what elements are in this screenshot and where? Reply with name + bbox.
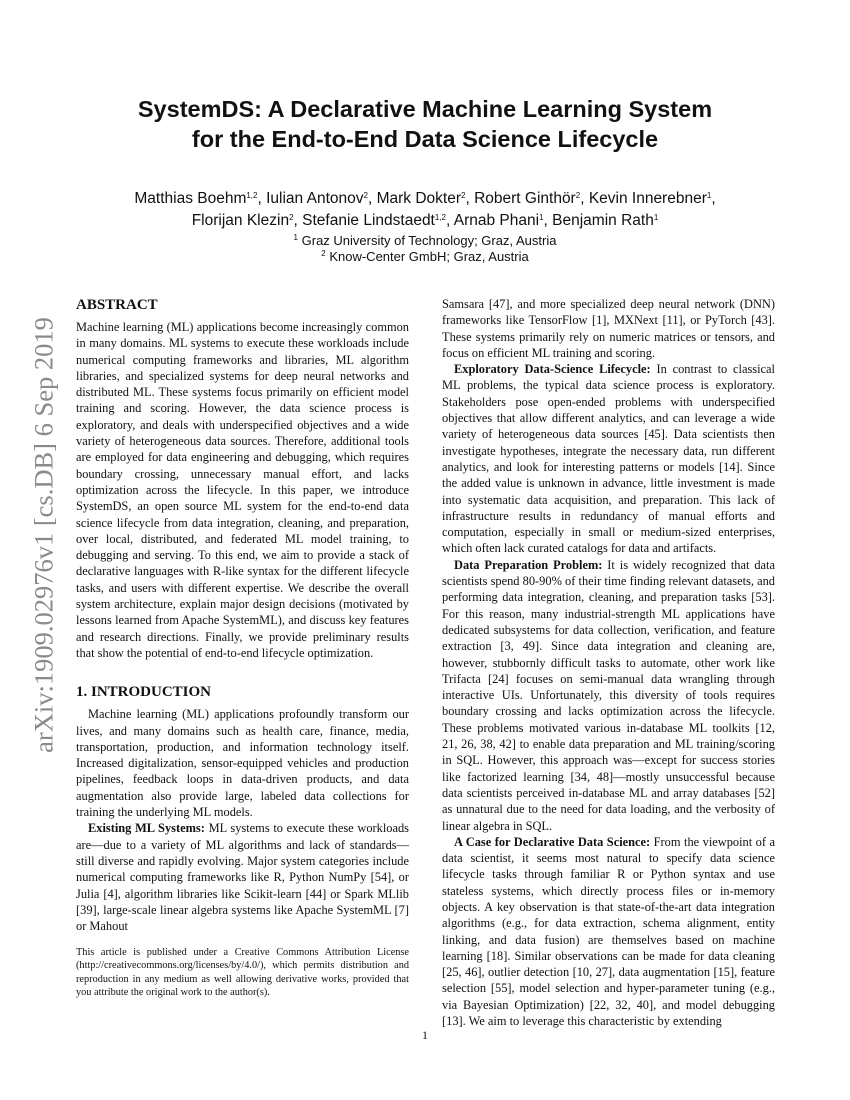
paragraph-lead: Data Preparation Problem: (454, 557, 603, 572)
arxiv-identifier-stamp: arXiv:1909.02976v1 [cs.DB] 6 Sep 2019 (28, 317, 59, 753)
affiliation-mark: 1 (293, 233, 298, 242)
author-affiliation-mark: 2 (363, 191, 368, 200)
author-name: Florijan Klezin (191, 212, 290, 229)
affiliation (100, 249, 750, 265)
author-affiliation-mark: 1,2 (434, 213, 446, 222)
author-separator: , (543, 212, 553, 229)
body-paragraph (76, 820, 409, 934)
body-paragraph: Machine learning (ML) applications profoundly transform our lives, and many domains such as health care, finance, media, transportation, production, and information technology itself. Increased digitalization, sensor-equipped vehicles and production pipelines, feedback loops in data-driven products, and data augmentation also provide large, labeled data collections for training the underlying ML models. (76, 707, 409, 820)
author-affiliation-mark: 1 (706, 191, 712, 200)
body-paragraph: Samsara [47], and more specialized deep neural network (DNN) frameworks like TensorFlow [1], MXNext [11], or PyTorch [43]. These systems primarily rely on numeric matrices or tensors, and focus on efficient ML training and scoring. (442, 297, 775, 360)
author-affiliation-mark: 2 (289, 213, 294, 222)
affiliation (100, 233, 750, 249)
right-column (442, 296, 775, 1029)
affiliation-mark: 2 (321, 249, 326, 258)
left-column (76, 296, 409, 934)
title-line-2: for the End-to-End Data Science Lifecycle (191, 126, 659, 152)
author-name: Kevin Innerebner (588, 190, 707, 207)
abstract-heading: ABSTRACT (76, 297, 158, 313)
author-separator: , (446, 212, 454, 229)
author-name: Arnab Phani (453, 212, 540, 229)
paper-title (60, 94, 790, 154)
author-affiliation-mark: 1,2 (246, 191, 258, 200)
author-affiliation-mark: 1 (539, 213, 544, 222)
author-name: Benjamin Rath (552, 212, 654, 229)
author-separator: , (293, 212, 303, 229)
author-affiliation-mark: 2 (575, 191, 581, 200)
author-affiliation-mark: 2 (460, 191, 466, 200)
author-name: Robert Ginthör (474, 190, 576, 207)
author-name: Matthias Boehm (134, 190, 247, 207)
abstract-paragraph: Machine learning (ML) applications become increasingly common in many domains. ML systems to execute these workloads include numerical computing frameworks and libraries, ML algorithm libraries, and specialized systems for deep neural networks and distributed ML. These systems focus primarily on efficient model training and scoring. However, the data science process is exploratory, and deals with underspecified objectives and a wide variety of heterogeneous data sources. Therefore, additional tools are employed for data engineering and debugging, which requires boundary crossing, unnecessary manual effort, and lacks optimization across the lifecycle. In this paper, we introduce SystemDS, an open source ML system for the end-to-end data science lifecycle from data integration, cleaning, and preparation, over local, distributed, and federated ML model training, to debugging and serving. To this end, we aim to provide a stack of declarative languages with R-like syntax for the different lifecycle tasks, and users with different expertise. We describe the overall system architecture, explain major design decisions (motivated by lessons learned from Apache SystemML), and discuss key features and research directions. Finally, we provide preliminary results that show the potential of end-to-end lifecycle optimization. (76, 320, 409, 660)
affiliation-text: Graz University of Technology; Graz, Austria (301, 233, 557, 248)
paragraph-lead: Existing ML Systems: (88, 821, 205, 836)
title-line-1: SystemDS: A Declarative Machine Learning System (137, 96, 713, 122)
author-affiliation-mark: 1 (653, 213, 659, 222)
authors-line-1 (40, 188, 810, 210)
body-paragraph (442, 557, 775, 834)
paragraph-text: In contrast to classical ML problems, the typical data science process is exploratory. Stakeholders pose open-ended problems with underspecified objectives that allow different analytics, and can leverage a wide variety of heterogeneous data sources [45]. Data scientists then investigate hypotheses, integrate the necessary data, run different analytics, and look for interesting patterns or models [14]. Since the added value is unknown in advance, little investment is made into systematic data acquisition, and preparation. This lack of infrastructure results in redundancy of manual efforts and computation, especially in small or medium-sized enterprises, which often lack curated catalogs for data and artifacts. (442, 362, 775, 556)
body-paragraph (442, 361, 775, 557)
author-separator: , (711, 190, 716, 207)
affiliation-list (100, 233, 750, 265)
authors-line-2 (40, 210, 810, 232)
paragraph-text: ML systems to execute these workloads are—due to a variety of ML algorithms and lack of standards—still diverse and rapidly evolving. Major system categories include numerical computing frameworks like R, Python NumPy [54], or Julia [4], algorithm libraries like Scikit-learn [44] or Spark MLlib [39], large-scale linear algebra systems like Apache SystemML [7] or Mahout (76, 821, 409, 934)
author-name: Iulian Antonov (266, 190, 364, 207)
author-separator: , (465, 190, 475, 207)
paragraph-text: It is widely recognized that data scientists spend 80-90% of their time finding relevant datasets, and performing data integration, cleaning, and preparation tasks [53]. For this reason, many industrial-strength ML applications have dedicated subsystems for data collection, verification, and feature extraction [3, 49]. Since data integration and cleaning are, however, stubbornly difficult tasks to automate, other work like Trifacta [24] focuses on semi-manual data wrangling through interactive UIs. Unfortunately, this diversity of tools requires boundary crossing and lacks optimization across the lifecycle. These problems motivated various in-database ML toolkits [12, 21, 26, 38, 42] to enable data preparation and ML training/scoring in SQL. However, this approach was—except for success stories like factorized learning [34, 48]—mostly unsuccessful because data scientists perceived in-database ML and array databases [52] as unnatural due to the need for data loading, and the verbosity of linear algebra in SQL. (442, 557, 775, 833)
paragraph-lead: Exploratory Data-Science Lifecycle: (454, 362, 651, 377)
page-number: 1 (422, 1028, 428, 1042)
author-list (40, 188, 810, 232)
paragraph-text: From the viewpoint of a data scientist, it seems most natural to specify data science lifecycle tasks through familiar R or Python syntax and use stateless systems, which directly process files or in-memory objects. A key observation is that state-of-the-art data integration algorithms (e.g., for data extraction, schema alignment, entity linking, and data fusion) are themselves based on machine learning [18]. Similar observations can be made for data cleaning [25, 46], outlier detection [10, 27], data augmentation [15], feature selection [55], model selection and hyper-parameter tuning (e.g., via Bayesian Optimization) [22, 32, 40], and model debugging [13]. We aim to leverage this characteristic by extending (442, 834, 775, 1029)
paragraph-lead: A Case for Declarative Data Science: (454, 834, 651, 849)
author-separator: , (580, 190, 589, 207)
author-separator: , (257, 190, 267, 207)
affiliation-text: Know-Center GmbH; Graz, Austria (329, 249, 529, 264)
author-name: Stefanie Lindstaedt (302, 212, 435, 229)
author-separator: , (367, 190, 377, 207)
body-paragraph (442, 834, 775, 1030)
introduction-heading: 1. INTRODUCTION (76, 684, 212, 701)
author-name: Mark Dokter (376, 190, 461, 207)
license-footnote: This article is published under a Creative Commons Attribution License (http://creativecommons.org/licenses/by/4.0/), which permits distribution and reproduction in any medium as well allowing derivative works, provided that you attribute the original work to the author(s). (76, 947, 409, 999)
